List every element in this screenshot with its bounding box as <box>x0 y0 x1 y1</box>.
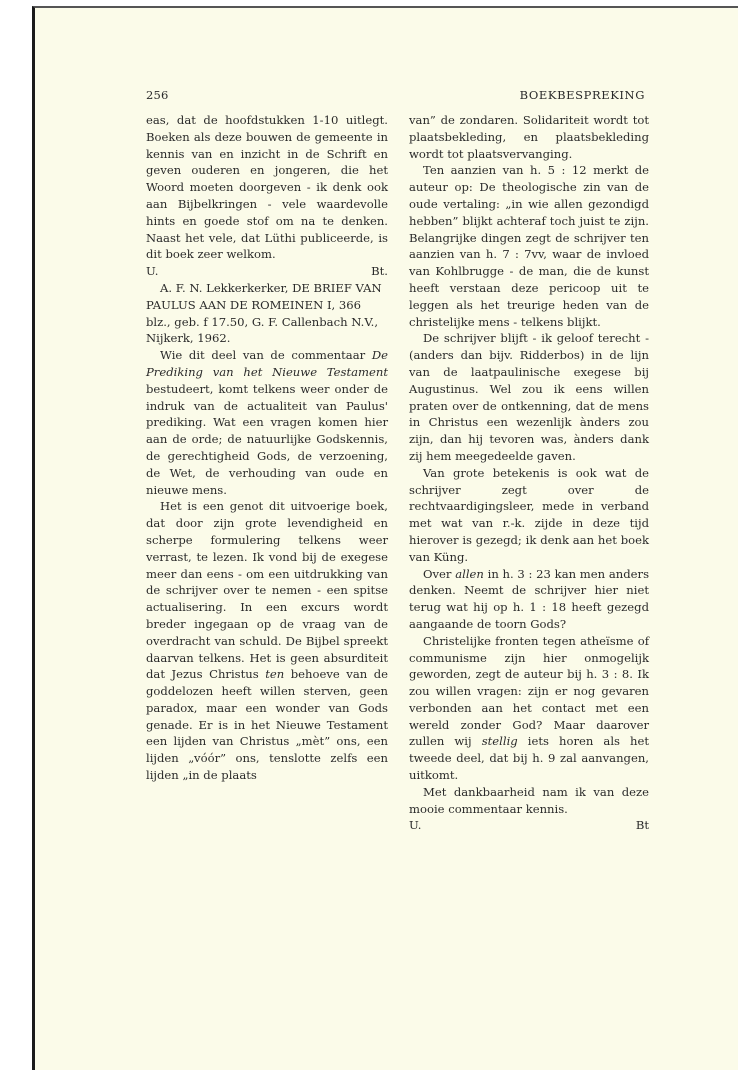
left-column <box>146 112 388 784</box>
signature-initial: Bt. <box>371 264 388 279</box>
review-previous-end: eas, dat de hoofdstukken 1-10 uitlegt. Boeken als deze bouwen de gemeente in kennis van en inzicht in de Schrift en geven ouderen en jongeren, die het Woord moeten doorgeven - ik denk ook aan Bijbelkringen - vele waardevolle hints en goede stof om na te denken. Naast het vele, dat Lüthi publiceerde, is dit boek zeer welkom. <box>146 113 388 262</box>
paragraph: Met dankbaarheid nam ik van deze mooie commentaar kennis. <box>409 784 649 816</box>
signature-initial: U. <box>146 264 159 279</box>
signature-previous <box>146 263 388 280</box>
signature <box>409 817 649 834</box>
paragraph: Het is een genot dit uitvoerige boek, dat door zijn grote levendigheid en scherpe formulering telkens weer verrast, te lezen. Ik vond bij de exegese meer dan eens - om een uitdrukking van de schrijver over te nemen - een spitse actualisering. In een excurs wordt breder ingegaan op de vraag van de overdracht van schuld. De Bijbel spreekt daarvan telkens. Het is geen absurditeit dat Jezus Christus ten behoeve van de goddelozen heeft willen sterven, geen paradox, maar een wonder van Gods genade. Er is in het Nieuwe Testament een lijden van Christus „mèt” ons, een lijden „vóór” ons, tenslotte zelfs een lijden „in de plaats <box>146 499 389 783</box>
paragraph: Over allen in h. 3 : 23 kan men anders denken. Neemt de schrijver hier niet terug wat hij op h. 1 : 18 heeft gezegd aangaande de toorn Gods? <box>409 566 650 631</box>
paragraph: Wie dit deel van de commentaar De Prediking van het Nieuwe Testament bestudeert, komt telkens weer onder de indruk van de actualiteit van Paulus' prediking. Wat een vragen komen hier aan de orde; de natuurlijke Godskennis, de gerechtigheid Gods, de verzoening, de Wet, de verhouding van oude en nieuwe mens. <box>146 348 389 497</box>
paragraph: Ten aanzien van h. 5 : 12 merkt de auteur op: De theologische zin van de oude vertaling: „in wie allen gezondigd hebben” blijkt achteraf toch juist te zijn. Belangrijke dingen zegt de schrijver ten aanzien van h. 7 : 7vv, waar de invloed van Kohlbrugge - de man, die de kunst heeft verstaan deze pericoop uit te leggen als het treurige heden van de christelijke mens - telkens blijkt. <box>409 163 649 329</box>
right-column <box>409 112 649 834</box>
signature-initial: Bt <box>635 818 649 833</box>
series-title: De Prediking van het Nieuwe Testament <box>146 348 389 379</box>
book-citation: A. F. N. Lekkerkerker, DE BRIEF VAN PAULUS AAN DE ROMEINEN I, 366 blz., geb. f 17.50, G. F. Callenbach N.V., Nijkerk, 1962. <box>146 280 382 346</box>
paragraph: De schrijver blijft - ik geloof terecht - (anders dan bijv. Ridderbos) in de lijn van de laatpaulinische exegese bij Augustinus. Wel zou ik eens willen praten over de ontkenning, dat de mens in Christus een wezenlijk ànders zou zijn, dan hij tevoren was, ànders dank zij hem meegedeelde gaven. <box>409 331 649 463</box>
running-title: BOEKBESPREKING <box>519 88 645 102</box>
page-number: 256 <box>146 88 169 102</box>
paragraph: Van grote betekenis is ook wat de schrijver zegt over de rechtvaardigingsleer, mede in verband met wat van r.-k. zijde in deze tijd hierover is gezegd; ik denk aan het boek van Küng. <box>409 465 649 564</box>
signature-initial: U. <box>409 818 422 833</box>
paragraph: Christelijke fronten tegen atheïsme of communisme zijn hier onmogelijk geworden, zegt de auteur bij h. 3 : 8. Ik zou willen vragen: zijn er nog gevaren verbonden aan het contact met een wereld zonder God? Maar daarover zullen wij stellig iets horen als het tweede deel, dat bij h. 9 zal aanvangen, uitkomt. <box>409 633 650 783</box>
paragraph: van” de zondaren. Solidariteit wordt tot plaatsbekleding, en plaatsbekleding wordt tot plaatsvervanging. <box>409 113 649 161</box>
